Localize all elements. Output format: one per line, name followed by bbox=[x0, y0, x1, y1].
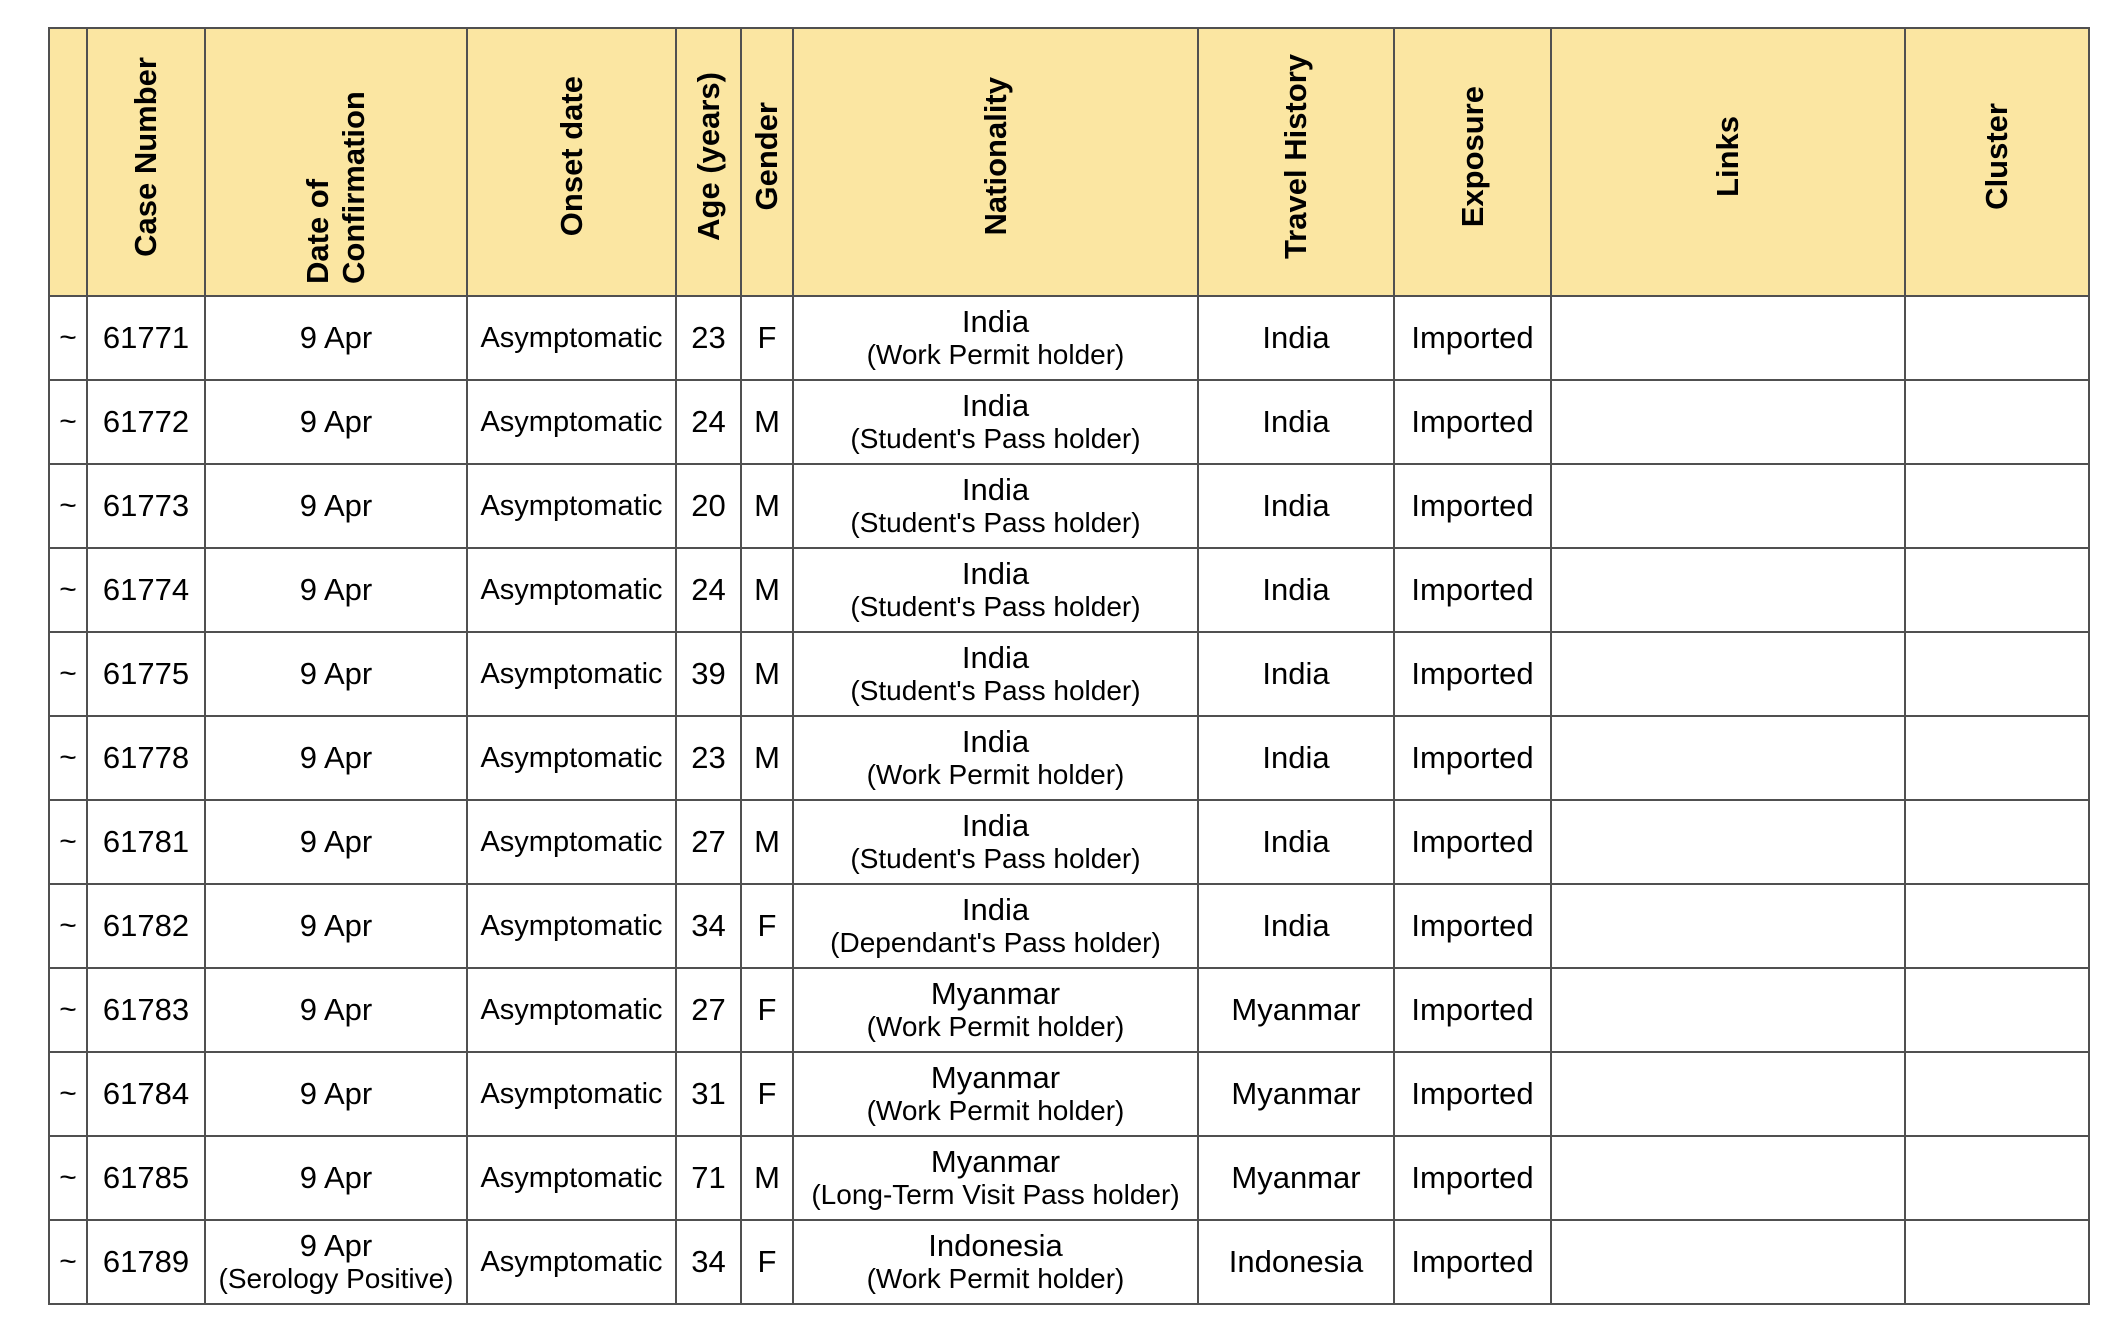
nationality-country: Myanmar bbox=[930, 1144, 1061, 1179]
nationality-cell bbox=[793, 800, 1198, 884]
nationality-country: Indonesia bbox=[928, 1228, 1063, 1263]
table-row bbox=[49, 296, 2089, 380]
cluster-cell bbox=[1905, 716, 2089, 800]
table-row bbox=[49, 716, 2089, 800]
date-of-confirmation-cell bbox=[205, 716, 467, 800]
gender-cell: F bbox=[741, 1220, 793, 1304]
gender-cell: F bbox=[741, 296, 793, 380]
nationality-country: India bbox=[961, 472, 1030, 507]
header-age bbox=[676, 28, 741, 296]
links-cell bbox=[1551, 716, 1905, 800]
confirmation-date: 9 Apr bbox=[299, 1160, 373, 1195]
onset-date-cell: Asymptomatic bbox=[467, 380, 676, 464]
row-marker: ~ bbox=[49, 1136, 87, 1220]
nationality-cell bbox=[793, 548, 1198, 632]
nationality-cell bbox=[793, 884, 1198, 968]
gender-cell: F bbox=[741, 968, 793, 1052]
header-links bbox=[1551, 28, 1905, 296]
links-cell bbox=[1551, 1052, 1905, 1136]
gender-cell: M bbox=[741, 632, 793, 716]
exposure-cell: Imported bbox=[1394, 1052, 1551, 1136]
row-marker: ~ bbox=[49, 968, 87, 1052]
header-row bbox=[49, 28, 2089, 296]
date-of-confirmation-cell bbox=[205, 1220, 467, 1304]
header-links-label: Links bbox=[1710, 116, 1745, 197]
header-nationality-label: Nationality bbox=[977, 77, 1013, 236]
table-body bbox=[49, 296, 2089, 1304]
header-date-of-confirmation bbox=[205, 28, 467, 296]
travel-history-cell: India bbox=[1198, 464, 1394, 548]
onset-date-cell: Asymptomatic bbox=[467, 800, 676, 884]
confirmation-date: 9 Apr bbox=[299, 572, 373, 607]
cluster-cell bbox=[1905, 1136, 2089, 1220]
case-number-cell: 61771 bbox=[87, 296, 205, 380]
age-cell: 31 bbox=[676, 1052, 741, 1136]
nationality-country: India bbox=[961, 808, 1030, 843]
age-cell: 27 bbox=[676, 968, 741, 1052]
links-cell bbox=[1551, 1220, 1905, 1304]
gender-cell: F bbox=[741, 884, 793, 968]
nationality-country: Myanmar bbox=[930, 1060, 1061, 1095]
nationality-cell bbox=[793, 632, 1198, 716]
row-marker: ~ bbox=[49, 1220, 87, 1304]
row-marker: ~ bbox=[49, 1052, 87, 1136]
nationality-pass-type: (Work Permit holder) bbox=[866, 1011, 1125, 1042]
case-number-cell: 61784 bbox=[87, 1052, 205, 1136]
onset-date-cell: Asymptomatic bbox=[467, 296, 676, 380]
confirmation-note: (Serology Positive) bbox=[218, 1263, 454, 1294]
exposure-cell: Imported bbox=[1394, 632, 1551, 716]
onset-date-cell: Asymptomatic bbox=[467, 1136, 676, 1220]
age-cell: 27 bbox=[676, 800, 741, 884]
links-cell bbox=[1551, 548, 1905, 632]
table-row bbox=[49, 1136, 2089, 1220]
header-travel-history-label: Travel History bbox=[1278, 53, 1313, 260]
confirmation-date: 9 Apr bbox=[299, 656, 373, 691]
header-nationality bbox=[793, 28, 1198, 296]
links-cell bbox=[1551, 380, 1905, 464]
nationality-pass-type: (Student's Pass holder) bbox=[850, 675, 1141, 706]
nationality-cell bbox=[793, 1220, 1198, 1304]
links-cell bbox=[1551, 632, 1905, 716]
date-of-confirmation-cell bbox=[205, 800, 467, 884]
nationality-pass-type: (Student's Pass holder) bbox=[850, 423, 1141, 454]
confirmation-date: 9 Apr bbox=[299, 1228, 373, 1263]
case-table bbox=[48, 27, 2090, 1305]
cluster-cell bbox=[1905, 380, 2089, 464]
confirmation-date: 9 Apr bbox=[299, 404, 373, 439]
onset-date-cell: Asymptomatic bbox=[467, 968, 676, 1052]
onset-date-cell: Asymptomatic bbox=[467, 1220, 676, 1304]
date-of-confirmation-cell bbox=[205, 1052, 467, 1136]
table-row bbox=[49, 800, 2089, 884]
header-cluster-label: Cluster bbox=[1979, 103, 2014, 210]
row-marker: ~ bbox=[49, 464, 87, 548]
table-row bbox=[49, 632, 2089, 716]
date-of-confirmation-cell bbox=[205, 632, 467, 716]
gender-cell: M bbox=[741, 380, 793, 464]
header-onset-date bbox=[467, 28, 676, 296]
date-of-confirmation-cell bbox=[205, 464, 467, 548]
nationality-cell bbox=[793, 968, 1198, 1052]
exposure-cell: Imported bbox=[1394, 464, 1551, 548]
travel-history-cell: India bbox=[1198, 632, 1394, 716]
travel-history-cell: India bbox=[1198, 884, 1394, 968]
onset-date-cell: Asymptomatic bbox=[467, 884, 676, 968]
nationality-cell bbox=[793, 380, 1198, 464]
travel-history-cell: Myanmar bbox=[1198, 1052, 1394, 1136]
nationality-cell bbox=[793, 296, 1198, 380]
exposure-cell: Imported bbox=[1394, 380, 1551, 464]
confirmation-date: 9 Apr bbox=[299, 992, 373, 1027]
age-cell: 71 bbox=[676, 1136, 741, 1220]
travel-history-cell: India bbox=[1198, 380, 1394, 464]
case-number-cell: 61783 bbox=[87, 968, 205, 1052]
gender-cell: M bbox=[741, 800, 793, 884]
gender-cell: M bbox=[741, 548, 793, 632]
travel-history-cell: India bbox=[1198, 548, 1394, 632]
onset-date-cell: Asymptomatic bbox=[467, 716, 676, 800]
travel-history-cell: India bbox=[1198, 296, 1394, 380]
date-of-confirmation-cell bbox=[205, 968, 467, 1052]
nationality-country: India bbox=[961, 388, 1030, 423]
date-of-confirmation-cell bbox=[205, 548, 467, 632]
row-marker: ~ bbox=[49, 884, 87, 968]
case-number-cell: 61774 bbox=[87, 548, 205, 632]
nationality-cell bbox=[793, 1136, 1198, 1220]
header-case-number bbox=[87, 28, 205, 296]
nationality-country: India bbox=[961, 304, 1030, 339]
nationality-pass-type: (Long-Term Visit Pass holder) bbox=[811, 1179, 1180, 1210]
nationality-pass-type: (Work Permit holder) bbox=[866, 1095, 1125, 1126]
links-cell bbox=[1551, 800, 1905, 884]
confirmation-date: 9 Apr bbox=[299, 1076, 373, 1111]
links-cell bbox=[1551, 296, 1905, 380]
header-date-of-confirmation-label: Date of Confirmation bbox=[300, 91, 371, 284]
header-blank bbox=[49, 28, 87, 296]
table-row bbox=[49, 968, 2089, 1052]
row-marker: ~ bbox=[49, 800, 87, 884]
date-of-confirmation-cell bbox=[205, 296, 467, 380]
header-travel-history bbox=[1198, 28, 1394, 296]
travel-history-cell: Indonesia bbox=[1198, 1220, 1394, 1304]
date-of-confirmation-cell bbox=[205, 884, 467, 968]
exposure-cell: Imported bbox=[1394, 1136, 1551, 1220]
row-marker: ~ bbox=[49, 548, 87, 632]
cluster-cell bbox=[1905, 548, 2089, 632]
cluster-cell bbox=[1905, 968, 2089, 1052]
header-cluster bbox=[1905, 28, 2089, 296]
links-cell bbox=[1551, 1136, 1905, 1220]
case-number-cell: 61772 bbox=[87, 380, 205, 464]
age-cell: 23 bbox=[676, 296, 741, 380]
cluster-cell bbox=[1905, 632, 2089, 716]
gender-cell: M bbox=[741, 1136, 793, 1220]
case-number-cell: 61773 bbox=[87, 464, 205, 548]
date-of-confirmation-cell bbox=[205, 1136, 467, 1220]
travel-history-cell: Myanmar bbox=[1198, 968, 1394, 1052]
exposure-cell: Imported bbox=[1394, 1220, 1551, 1304]
nationality-pass-type: (Work Permit holder) bbox=[866, 759, 1125, 790]
header-gender bbox=[741, 28, 793, 296]
nationality-country: India bbox=[961, 892, 1030, 927]
header-gender-label: Gender bbox=[749, 102, 784, 211]
nationality-cell bbox=[793, 716, 1198, 800]
travel-history-cell: India bbox=[1198, 800, 1394, 884]
nationality-pass-type: (Work Permit holder) bbox=[866, 1263, 1125, 1294]
age-cell: 24 bbox=[676, 380, 741, 464]
exposure-cell: Imported bbox=[1394, 716, 1551, 800]
onset-date-cell: Asymptomatic bbox=[467, 548, 676, 632]
nationality-pass-type: (Dependant's Pass holder) bbox=[830, 927, 1161, 958]
onset-date-cell: Asymptomatic bbox=[467, 1052, 676, 1136]
table-row bbox=[49, 1052, 2089, 1136]
row-marker: ~ bbox=[49, 380, 87, 464]
exposure-cell: Imported bbox=[1394, 296, 1551, 380]
confirmation-date: 9 Apr bbox=[299, 908, 373, 943]
table-row bbox=[49, 464, 2089, 548]
gender-cell: M bbox=[741, 716, 793, 800]
cluster-cell bbox=[1905, 464, 2089, 548]
header-onset-date-label: Onset date bbox=[553, 76, 589, 237]
links-cell bbox=[1551, 968, 1905, 1052]
table-row bbox=[49, 380, 2089, 464]
confirmation-date: 9 Apr bbox=[299, 824, 373, 859]
table-row bbox=[49, 548, 2089, 632]
cluster-cell bbox=[1905, 1052, 2089, 1136]
nationality-pass-type: (Student's Pass holder) bbox=[850, 843, 1141, 874]
age-cell: 34 bbox=[676, 884, 741, 968]
header-exposure-label: Exposure bbox=[1454, 85, 1490, 228]
cluster-cell bbox=[1905, 800, 2089, 884]
travel-history-cell: Myanmar bbox=[1198, 1136, 1394, 1220]
header-exposure bbox=[1394, 28, 1551, 296]
case-number-cell: 61785 bbox=[87, 1136, 205, 1220]
table-row bbox=[49, 1220, 2089, 1304]
cluster-cell bbox=[1905, 884, 2089, 968]
case-number-cell: 61789 bbox=[87, 1220, 205, 1304]
row-marker: ~ bbox=[49, 716, 87, 800]
confirmation-date: 9 Apr bbox=[299, 320, 373, 355]
cluster-cell bbox=[1905, 1220, 2089, 1304]
confirmation-date: 9 Apr bbox=[299, 740, 373, 775]
nationality-cell bbox=[793, 464, 1198, 548]
exposure-cell: Imported bbox=[1394, 884, 1551, 968]
header-age-label: Age (years) bbox=[690, 72, 726, 241]
onset-date-cell: Asymptomatic bbox=[467, 632, 676, 716]
nationality-pass-type: (Student's Pass holder) bbox=[850, 591, 1141, 622]
gender-cell: F bbox=[741, 1052, 793, 1136]
exposure-cell: Imported bbox=[1394, 968, 1551, 1052]
case-number-cell: 61781 bbox=[87, 800, 205, 884]
cluster-cell bbox=[1905, 296, 2089, 380]
travel-history-cell: India bbox=[1198, 716, 1394, 800]
age-cell: 20 bbox=[676, 464, 741, 548]
age-cell: 39 bbox=[676, 632, 741, 716]
nationality-country: India bbox=[961, 556, 1030, 591]
links-cell bbox=[1551, 464, 1905, 548]
nationality-country: Myanmar bbox=[930, 976, 1061, 1011]
date-of-confirmation-cell bbox=[205, 380, 467, 464]
table-row bbox=[49, 884, 2089, 968]
gender-cell: M bbox=[741, 464, 793, 548]
onset-date-cell: Asymptomatic bbox=[467, 464, 676, 548]
nationality-country: India bbox=[961, 640, 1030, 675]
nationality-pass-type: (Student's Pass holder) bbox=[850, 507, 1141, 538]
age-cell: 34 bbox=[676, 1220, 741, 1304]
row-marker: ~ bbox=[49, 296, 87, 380]
age-cell: 23 bbox=[676, 716, 741, 800]
row-marker: ~ bbox=[49, 632, 87, 716]
links-cell bbox=[1551, 884, 1905, 968]
confirmation-date: 9 Apr bbox=[299, 488, 373, 523]
case-number-cell: 61782 bbox=[87, 884, 205, 968]
age-cell: 24 bbox=[676, 548, 741, 632]
exposure-cell: Imported bbox=[1394, 548, 1551, 632]
case-number-cell: 61778 bbox=[87, 716, 205, 800]
exposure-cell: Imported bbox=[1394, 800, 1551, 884]
nationality-pass-type: (Work Permit holder) bbox=[866, 339, 1125, 370]
case-number-cell: 61775 bbox=[87, 632, 205, 716]
header-case-number-label: Case Number bbox=[128, 56, 163, 257]
nationality-country: India bbox=[961, 724, 1030, 759]
nationality-cell bbox=[793, 1052, 1198, 1136]
